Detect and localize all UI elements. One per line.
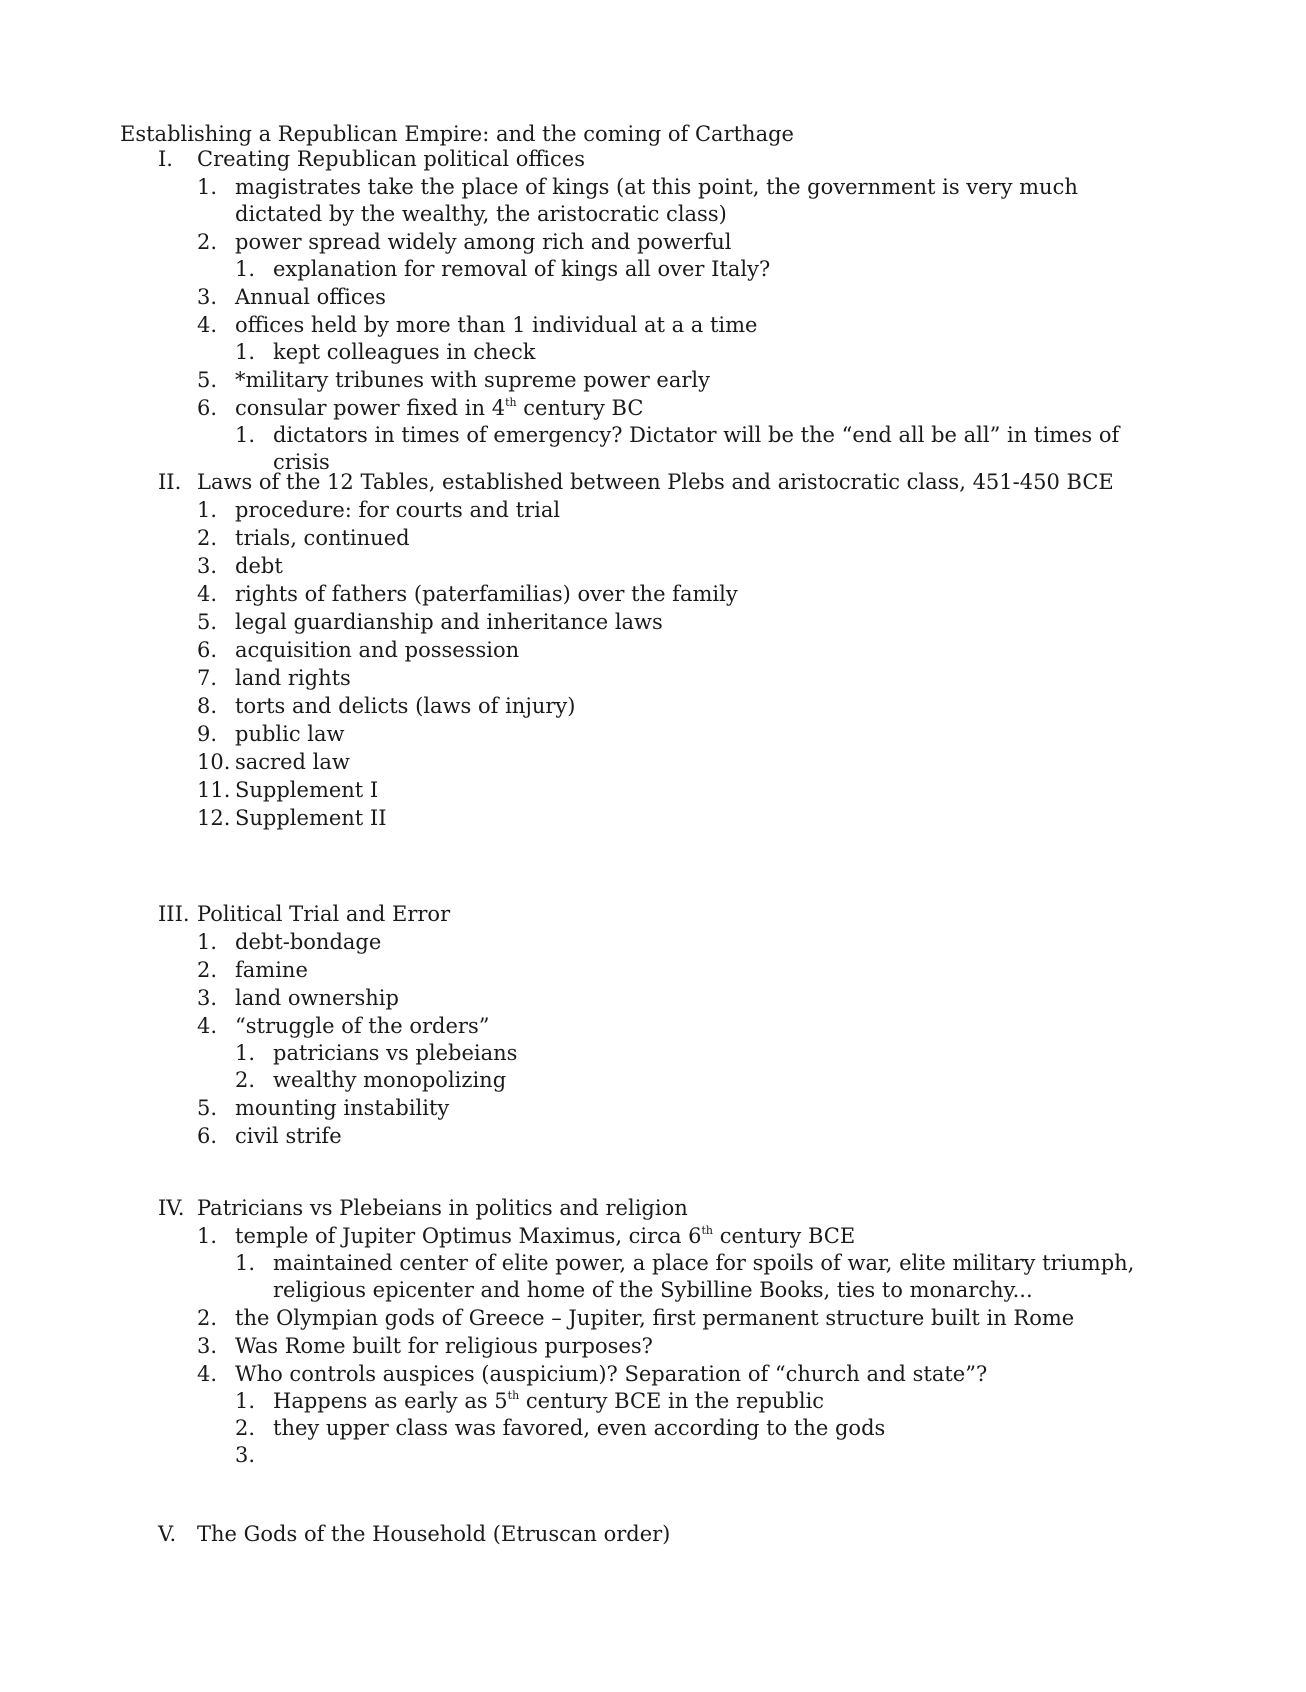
section-title: The Gods of the Household (Etruscan order) xyxy=(197,1522,671,1546)
item-text: famine xyxy=(235,958,308,982)
list-item xyxy=(0,1222,1306,1250)
item-number: 2. xyxy=(197,230,218,254)
sub-item-text: wealthy monopolizing xyxy=(273,1068,507,1092)
ordinal-suffix: th xyxy=(505,396,517,409)
section-number: II. xyxy=(158,470,182,494)
item-number: 3. xyxy=(197,986,218,1010)
item-text: Was Rome built for religious purposes? xyxy=(235,1334,653,1358)
item-number: 6. xyxy=(197,396,218,420)
item-text: magistrates take the place of kings (at this point, the government is very much dictated by the wealthy, the aristocratic class) xyxy=(235,175,1078,226)
section-5 xyxy=(0,1520,1306,1548)
section-4 xyxy=(0,1194,1306,1469)
sub-item-text-part: century BCE in the republic xyxy=(519,1389,825,1413)
item-text: “struggle of the orders” xyxy=(235,1014,490,1038)
section-heading xyxy=(0,145,1306,173)
section-number: III. xyxy=(158,902,190,926)
item-number: 1. xyxy=(197,1224,218,1248)
item-number: 2. xyxy=(197,958,218,982)
section-heading xyxy=(0,468,1306,496)
list-item xyxy=(0,496,1306,524)
list-item xyxy=(0,366,1306,394)
item-text: procedure: for courts and trial xyxy=(235,498,561,522)
sub-item xyxy=(0,1388,1306,1415)
section-title: Laws of the 12 Tables, established between Plebs and aristocratic class, 451-450 BCE xyxy=(197,470,1114,494)
list-item xyxy=(0,1122,1306,1150)
section-3 xyxy=(0,900,1306,1150)
list-item xyxy=(0,1012,1306,1040)
item-number: 2. xyxy=(197,526,218,550)
sub-item xyxy=(0,1040,1306,1067)
section-number: IV. xyxy=(158,1196,185,1220)
sub-item-number: 1. xyxy=(235,257,256,281)
ordinal-suffix: th xyxy=(701,1224,714,1237)
item-number: 11. xyxy=(197,778,231,802)
list-item xyxy=(0,1332,1306,1360)
item-text: trials, continued xyxy=(235,526,410,550)
section-heading xyxy=(0,1520,1306,1548)
list-item xyxy=(0,1360,1306,1388)
list-item xyxy=(0,636,1306,664)
section-1 xyxy=(0,145,1306,476)
list-item xyxy=(0,580,1306,608)
list-item xyxy=(0,283,1306,311)
list-item xyxy=(0,984,1306,1012)
item-text xyxy=(235,396,643,420)
item-text: debt xyxy=(235,554,283,578)
list-item xyxy=(0,552,1306,580)
item-text: power spread widely among rich and powerful xyxy=(235,230,732,254)
item-text: *military tribunes with supreme power early xyxy=(235,368,710,392)
item-text: land rights xyxy=(235,666,351,690)
sub-item-number: 1. xyxy=(235,340,256,364)
list-item xyxy=(0,956,1306,984)
item-number: 3. xyxy=(197,554,218,578)
item-number: 12. xyxy=(197,806,231,830)
section-number: I. xyxy=(158,147,173,171)
list-item xyxy=(0,664,1306,692)
sub-item-text xyxy=(273,1389,824,1413)
section-title: Political Trial and Error xyxy=(197,902,451,926)
list-item xyxy=(0,804,1306,832)
sub-item-number: 2. xyxy=(235,1068,256,1092)
sub-item xyxy=(0,256,1306,283)
list-item xyxy=(0,776,1306,804)
sub-item-text: they upper class was favored, even according to the gods xyxy=(273,1416,886,1440)
item-text: legal guardianship and inheritance laws xyxy=(235,610,663,634)
item-number: 3. xyxy=(197,285,218,309)
item-number: 3. xyxy=(197,1334,218,1358)
section-heading xyxy=(0,900,1306,928)
item-text: Annual offices xyxy=(235,285,386,309)
item-number: 5. xyxy=(197,1096,218,1120)
sub-item-text: kept colleagues in check xyxy=(273,340,536,364)
sub-item-text: dictators in times of emergency? Dictator will be the “end all be all” in times of crisis xyxy=(273,423,1120,474)
sub-item-text: maintained center of elite power, a place for spoils of war, elite military triumph, religious epicenter and home of the Sybilline Books, ties to monarchy... xyxy=(273,1251,1135,1302)
sub-item xyxy=(0,1250,1306,1304)
item-number: 9. xyxy=(197,722,218,746)
item-text-part: century BC xyxy=(516,396,644,420)
sub-item xyxy=(0,1067,1306,1094)
sub-item-text: explanation for removal of kings all over Italy? xyxy=(273,257,771,281)
item-text-part: century BCE xyxy=(713,1224,856,1248)
item-list xyxy=(0,496,1306,832)
sub-item-number: 1. xyxy=(235,1251,256,1275)
item-number: 6. xyxy=(197,638,218,662)
item-list xyxy=(0,173,1306,476)
section-2 xyxy=(0,468,1306,832)
sub-item xyxy=(0,1442,1306,1469)
item-number: 4. xyxy=(197,1014,218,1038)
sub-item-number: 1. xyxy=(235,423,256,447)
item-text-part: consular power fixed in 4 xyxy=(235,396,506,420)
item-number: 5. xyxy=(197,610,218,634)
item-number: 1. xyxy=(197,930,218,954)
item-text: torts and delicts (laws of injury) xyxy=(235,694,576,718)
item-number: 1. xyxy=(197,175,218,199)
list-item xyxy=(0,720,1306,748)
item-text: the Olympian gods of Greece – Jupiter, first permanent structure built in Rome xyxy=(235,1306,1075,1330)
item-text-part: temple of Jupiter Optimus Maximus, circa 6 xyxy=(235,1224,702,1248)
sub-item-number: 1. xyxy=(235,1041,256,1065)
item-text: rights of fathers (paterfamilias) over the family xyxy=(235,582,738,606)
item-text xyxy=(235,1224,855,1248)
item-number: 6. xyxy=(197,1124,218,1148)
item-list xyxy=(0,1222,1306,1469)
list-item xyxy=(0,394,1306,422)
list-item xyxy=(0,311,1306,339)
section-heading xyxy=(0,1194,1306,1222)
list-item xyxy=(0,1094,1306,1122)
sub-item xyxy=(0,339,1306,366)
sub-item xyxy=(0,1415,1306,1442)
item-number: 1. xyxy=(197,498,218,522)
item-number: 10. xyxy=(197,750,231,774)
list-item xyxy=(0,748,1306,776)
section-number: V. xyxy=(158,1522,177,1546)
item-number: 8. xyxy=(197,694,218,718)
item-text: Who controls auspices (auspicium)? Separation of “church and state”? xyxy=(235,1362,988,1386)
item-number: 2. xyxy=(197,1306,218,1330)
item-number: 4. xyxy=(197,1362,218,1386)
item-text: Supplement II xyxy=(235,806,387,830)
list-item xyxy=(0,228,1306,256)
item-number: 7. xyxy=(197,666,218,690)
list-item xyxy=(0,1304,1306,1332)
list-item xyxy=(0,173,1306,228)
document-title: Establishing a Republican Empire: and the coming of Carthage xyxy=(120,122,794,146)
sub-item-number: 3. xyxy=(235,1443,256,1467)
item-text: land ownership xyxy=(235,986,399,1010)
sub-item-text: patricians vs plebeians xyxy=(273,1041,518,1065)
sub-item-number: 1. xyxy=(235,1389,256,1413)
item-text: mounting instability xyxy=(235,1096,450,1120)
sub-item-number: 2. xyxy=(235,1416,256,1440)
list-item xyxy=(0,692,1306,720)
item-number: 4. xyxy=(197,582,218,606)
section-title: Creating Republican political offices xyxy=(197,147,586,171)
item-text: offices held by more than 1 individual at a a time xyxy=(235,313,758,337)
item-number: 4. xyxy=(197,313,218,337)
item-text: acquisition and possession xyxy=(235,638,520,662)
list-item xyxy=(0,928,1306,956)
section-title: Patricians vs Plebeians in politics and religion xyxy=(197,1196,688,1220)
item-text: public law xyxy=(235,722,345,746)
item-text: sacred law xyxy=(235,750,350,774)
item-text: civil strife xyxy=(235,1124,342,1148)
ordinal-suffix: th xyxy=(507,1389,520,1402)
item-list xyxy=(0,928,1306,1150)
item-text: debt-bondage xyxy=(235,930,382,954)
item-text: Supplement I xyxy=(235,778,379,802)
item-number: 5. xyxy=(197,368,218,392)
list-item xyxy=(0,608,1306,636)
sub-item-text-part: Happens as early as 5 xyxy=(273,1389,508,1413)
list-item xyxy=(0,524,1306,552)
